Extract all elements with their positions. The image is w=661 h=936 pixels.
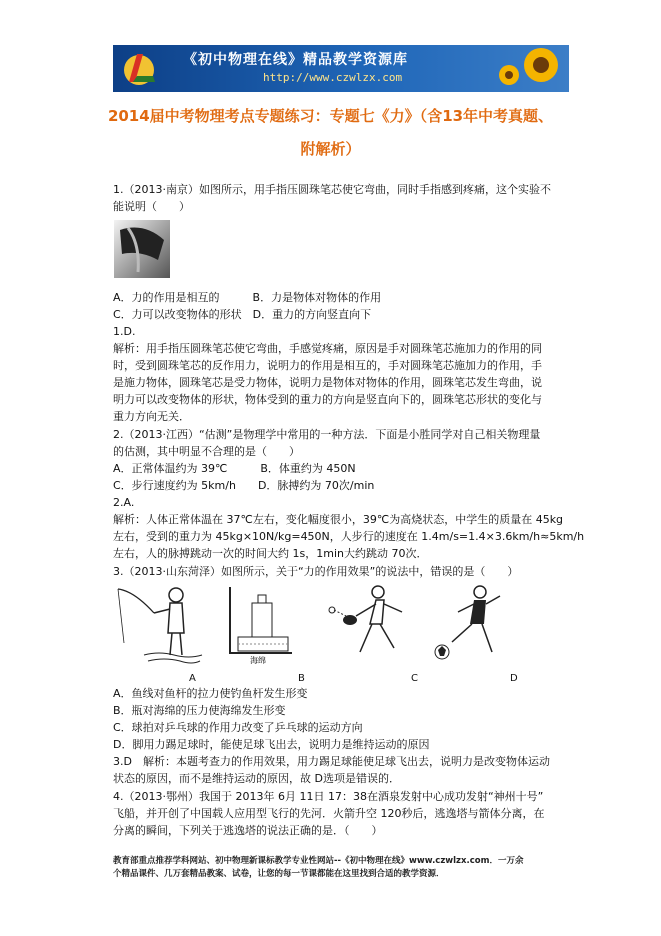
text-line: A．正常体温约为 39℃ B．体重约为 450N xyxy=(113,462,356,475)
figure-label-a: A xyxy=(189,673,196,684)
text-line: 左右，人的脉搏跳动一次的时间大约 1s，1min大约跳动 70次． xyxy=(113,547,428,560)
text-line: 3.（2013·山东菏泽）如图所示，关于“力的作用效果”的说法中，错误的是（ ） xyxy=(113,565,519,578)
text-line: 左右，受到的重力为 45kg×10N/kg=450N，人步行的速度在 1.4m/s=1.4×3.6km/h≈5km/h xyxy=(113,530,585,543)
figure-label-c: C xyxy=(411,673,418,684)
text-line: 时，受到圆珠笔芯的反作用力，说明力的作用是相互的，手对圆珠笔芯施加力的作用，手 xyxy=(113,359,542,372)
sponge-label: 海绵 xyxy=(250,656,266,665)
text-line: 4.（2013·鄂州）我国于 2013年 6月 11日 17：38在酒泉发射中心成功发射“神州十号” xyxy=(113,790,544,803)
text-line: D．脚用力踢足球时，能使足球飞出去，说明力是维持运动的原因 xyxy=(113,738,430,751)
text-line: 状态的原因，而不是维持运动的原因，故 D选项是错误的． xyxy=(113,772,400,785)
banner-title: 《初中物理在线》精品教学资源库 xyxy=(183,52,408,68)
fishing-figure xyxy=(114,583,204,668)
text-line: A．鱼线对鱼杆的拉力使钓鱼杆发生形变 xyxy=(113,687,308,700)
figure-label-b: B xyxy=(298,673,305,684)
text-line: 2.A. xyxy=(113,496,135,509)
text-line: 飞船，并开创了中国载人应用型飞行的先河．火箭升空 120秒后，逃逸塔与箭体分离，在 xyxy=(113,807,545,820)
pen-press-photo xyxy=(114,220,170,278)
header-banner xyxy=(113,45,569,92)
text-line: 1.D. xyxy=(113,325,136,338)
text-line: C．步行速度约为 5km/h D．脉搏约为 70次/min xyxy=(113,479,375,492)
page-footer xyxy=(113,855,583,881)
text-line: C．球拍对乒乓球的作用力改变了乒乓球的运动方向 xyxy=(113,721,363,734)
text-line: 2.（2013·江西）“估测”是物理学中常用的一种方法．下面是小胜同学对自己相关物理量 xyxy=(113,428,541,441)
sunflower-icon xyxy=(489,45,569,92)
text-line: 解析：人体正常体温在 37℃左右，变化幅度很小，39℃为高烧状态，中学生的质量在 45kg xyxy=(113,513,564,526)
text-line: 能说明（ ） xyxy=(113,200,190,213)
site-logo-icon xyxy=(119,48,159,88)
figure-label-d: D xyxy=(510,673,518,684)
text-line: B．瓶对海绵的压力使海绵发生形变 xyxy=(113,704,286,717)
footer-line-1: 教育部重点推荐学科网站、初中物理新课标教学专业性网站--《初中物理在线》www.czwlzx.com．一万余 xyxy=(113,856,524,866)
text-line: 3.D 解析：本题考查力的作用效果，用力踢足球能使足球飞出去，说明力是改变物体运动 xyxy=(113,755,550,768)
text-line: A．力的作用是相互的 B．力是物体对物体的作用 xyxy=(113,291,382,304)
document-title-line-2: 附解析） xyxy=(300,140,361,158)
ping-pong-figure xyxy=(320,582,412,668)
text-line: 是施力物体，圆珠笔芯是受力物体，说明力是物体对物体的作用，圆珠笔芯发生弯曲，说 xyxy=(113,376,542,389)
soccer-figure xyxy=(428,582,518,668)
text-line: 明力可以改变物体的形状，物体受到的重力的方向是竖直向下的，圆珠笔芯形状的变化与 xyxy=(113,393,542,406)
bottle-sponge-figure xyxy=(226,585,296,667)
footer-line-2: 个精品课件、几万套精品教案、试卷，让您的每一节课都能在这里找到合适的教学资源． xyxy=(113,869,445,879)
document-title-line-1: 2014届中考物理考点专题练习：专题七《力》（含13年中考真题、 xyxy=(107,107,554,125)
text-line: 解析：用手指压圆珠笔芯使它弯曲，手感觉疼痛，原因是手对圆珠笔芯施加力的作用的同 xyxy=(113,342,542,355)
text-line: 1.（2013·南京）如图所示，用手指压圆珠笔芯使它弯曲，同时手指感到疼痛，这个实验不 xyxy=(113,183,551,196)
text-line: C．力可以改变物体的形状 D．重力的方向竖直向下 xyxy=(113,308,372,321)
banner-url[interactable]: http://www.czwlzx.com xyxy=(263,71,403,84)
text-line: 分离的瞬间，下列关于逃逸塔的说法正确的是．（ ） xyxy=(113,824,383,837)
text-line: 的估测，其中明显不合理的是（ ） xyxy=(113,445,300,458)
text-line: 重力方向无关． xyxy=(113,410,190,423)
